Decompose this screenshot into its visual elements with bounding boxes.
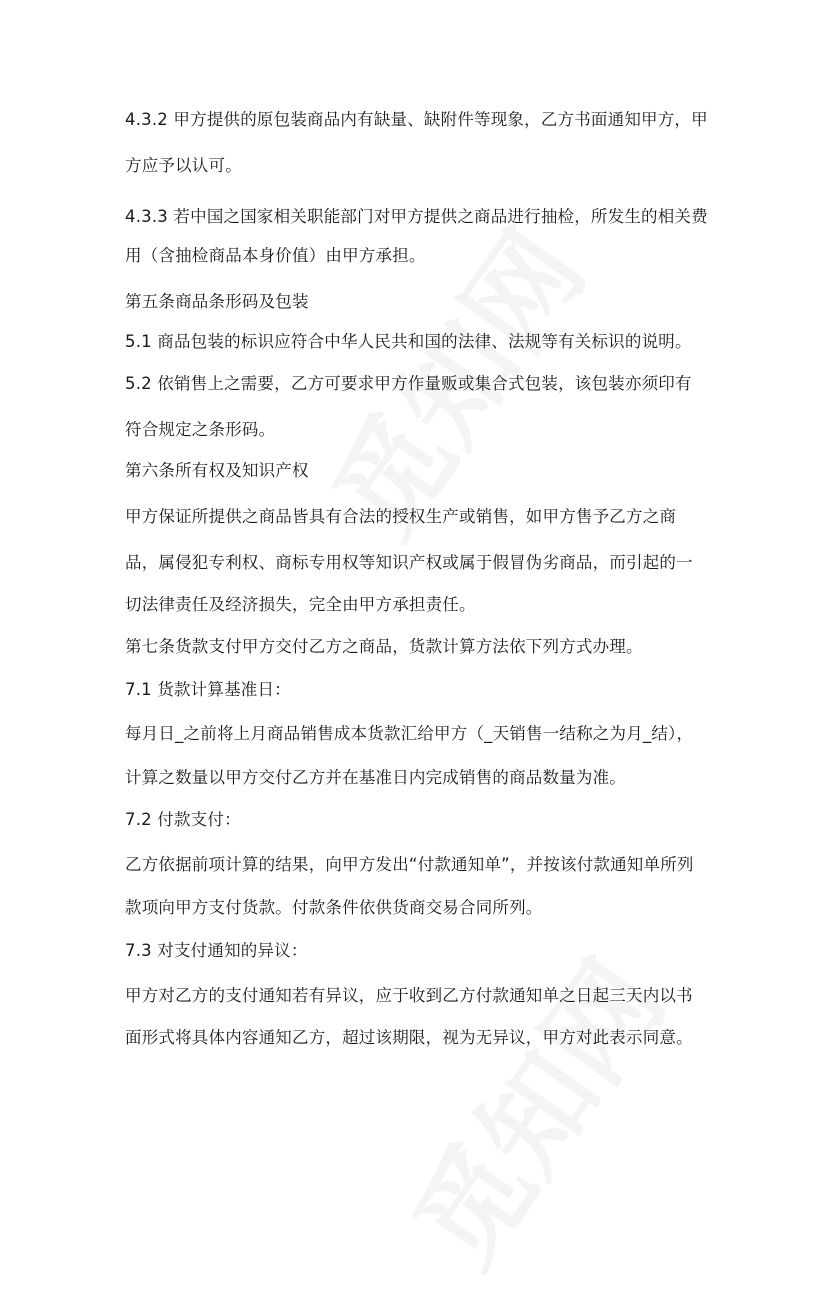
paragraph-line: 4.3.2 甲方提供的原包装商品内有缺量、缺附件等现象，乙方书面通知甲方，甲	[125, 110, 708, 129]
paragraph-line: 每月日_之前将上月商品销售成本货款汇给甲方（_天销售一结称之为月_结），	[125, 724, 694, 743]
paragraph-line: 乙方依据前项计算的结果，向甲方发出“付款通知单”，并按该付款通知单所列	[125, 855, 694, 874]
watermark	[370, 925, 695, 1292]
subsection-heading: 7.3 对支付通知的异议：	[125, 941, 308, 960]
paragraph-line: 款项向甲方支付货款。付款条件依供货商交易合同所列。	[125, 898, 543, 917]
section-heading: 第六条所有权及知识产权	[125, 461, 309, 480]
paragraph-line: 4.3.3 若中国之国家相关职能部门对甲方提供之商品进行抽检，所发生的相关费	[125, 207, 708, 226]
paragraph-line: 甲方对乙方的支付通知若有异议，应于收到乙方付款通知单之日起三天内以书	[125, 986, 693, 1005]
paragraph-line: 5.2 依销售上之需要，乙方可要求甲方作量贩或集合式包装，该包装亦须印有	[125, 374, 692, 393]
paragraph-line: 符合规定之条形码。	[125, 420, 276, 439]
paragraph-line: 切法律责任及经济损失，完全由甲方承担责任。	[125, 595, 476, 614]
paragraph-line: 甲方保证所提供之商品皆具有合法的授权生产或销售，如甲方售予乙方之商	[125, 507, 677, 526]
paragraph-line: 品，属侵犯专利权、商标专用权等知识产权或属于假冒伪劣商品，而引起的一	[125, 553, 693, 572]
paragraph-line: 面形式将具体内容通知乙方，超过该期限，视为无异议，甲方对此表示同意。	[125, 1028, 693, 1047]
paragraph-line: 方应予以认可。	[125, 156, 242, 175]
section-heading: 第七条货款支付甲方交付乙方之商品，货款计算方法依下列方式办理。	[125, 637, 643, 656]
paragraph-line: 计算之数量以甲方交付乙方并在基准日内完成销售的商品数量为准。	[125, 768, 626, 787]
section-heading: 第五条商品条形码及包装	[125, 292, 309, 311]
subsection-heading: 7.1 货款计算基准日：	[125, 680, 291, 699]
subsection-heading: 7.2 付款支付：	[125, 810, 241, 829]
paragraph-line: 5.1 商品包装的标识应符合中华人民共和国的法律、法规等有关标识的说明。	[125, 332, 692, 351]
paragraph-line: 用（含抽检商品本身价值）由甲方承担。	[125, 246, 426, 265]
